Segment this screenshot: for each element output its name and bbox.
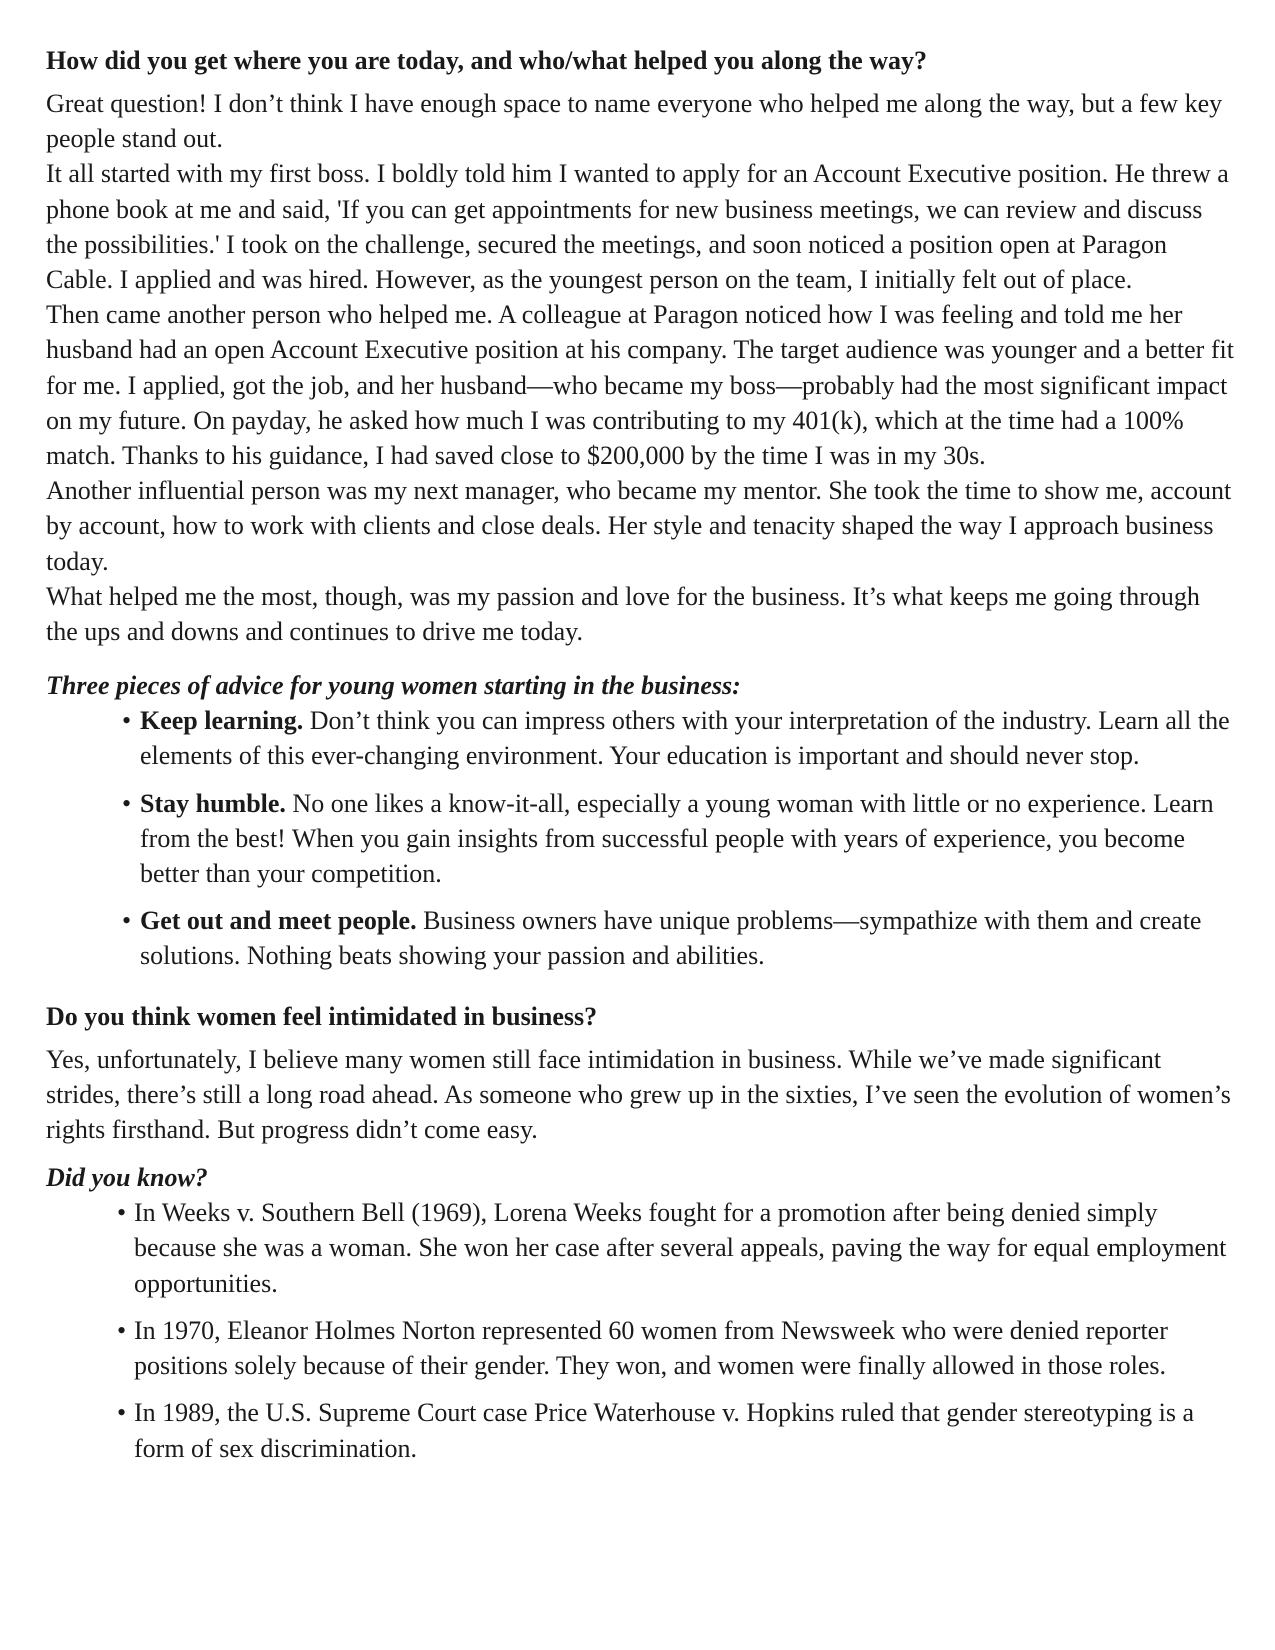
paragraph: Another influential person was my next manager, who became my mentor. She took the time to show me, account by account, how to work with clients and close deals. Her style and tenacity shaped the way I approach business today. bbox=[46, 476, 1232, 576]
advice-text: No one likes a know-it-all, especially a young woman with little or no experience. Learn from the best! When you gain insights from successful people with years of experience, you become better than your competition. bbox=[140, 788, 1214, 889]
paragraph: Yes, unfortunately, I believe many women still face intimidation in business. While we’ve made significant strides, there’s still a long road ahead. As someone who grew up in the sixties, I’ve seen the evolution of women’s rights firsthand. But progress didn’t come easy. bbox=[46, 1044, 1231, 1145]
did-you-know-heading: Did you know? bbox=[46, 1163, 208, 1193]
advice-heading: Three pieces of advice for young women starting in the business: bbox=[46, 671, 741, 701]
bullet-icon: • bbox=[117, 1315, 127, 1345]
bullet-icon: • bbox=[122, 706, 132, 736]
fact-text: In 1970, Eleanor Holmes Norton represented 60 women from Newsweek who were denied reporter positions solely because of their gender. They won, and women were finally allowed in those roles. bbox=[134, 1315, 1168, 1381]
section-heading-how-did-you-get-here: How did you get where you are today, and who/what helped you along the way? bbox=[46, 46, 927, 75]
paragraph: Great question! I don’t think I have enough space to name everyone who helped me along the way, but a few key people stand out. bbox=[46, 89, 1223, 154]
fact-list-item bbox=[46, 1195, 1234, 1301]
bullet-icon: • bbox=[117, 1198, 127, 1228]
bullet-icon: • bbox=[117, 1398, 127, 1428]
spacer bbox=[46, 986, 1234, 1000]
advice-lead: Stay humble. bbox=[140, 788, 286, 818]
fact-list-item bbox=[46, 1313, 1234, 1383]
advice-list bbox=[46, 703, 1234, 973]
bullet-icon: • bbox=[122, 906, 132, 936]
spacer bbox=[46, 1147, 1234, 1161]
bullet-icon: • bbox=[122, 788, 132, 818]
advice-list-item bbox=[46, 903, 1234, 973]
advice-lead: Get out and meet people. bbox=[140, 906, 417, 936]
advice-text: Don’t think you can impress others with your interpretation of the industry. Learn all the elements of this ever-changing environment. Your education is important and should never stop. bbox=[140, 706, 1230, 771]
fact-text: In 1989, the U.S. Supreme Court case Price Waterhouse v. Hopkins ruled that gender stereotyping is a form of sex discrimination. bbox=[134, 1398, 1195, 1463]
spacer bbox=[46, 649, 1234, 669]
paragraph: What helped me the most, though, was my passion and love for the business. It’s what keeps me going through the ups and downs and continues to drive me today. bbox=[46, 581, 1200, 647]
advice-list-item bbox=[46, 786, 1234, 892]
advice-lead: Keep learning. bbox=[140, 706, 304, 736]
fact-text: In Weeks v. Southern Bell (1969), Lorena Weeks fought for a promotion after being denied simply because she was a woman. She won her case after several appeals, paving the way for equal employment opportunities. bbox=[134, 1198, 1227, 1298]
section-heading-intimidated: Do you think women feel intimidated in business? bbox=[46, 1001, 598, 1031]
paragraph: Then came another person who helped me. A colleague at Paragon noticed how I was feeling and told me her husband had an open Account Executive position at his company. The target audience was younger and a better fit for me. I applied, got the job, and her husband—who became my boss—probably had the most significant impact on my future. On payday, he asked how much I was contributing to my 401(k), which at the time had a 100% match. Thanks to his guidance, I had saved close to $200,000 by the time I was in my 30s. bbox=[46, 300, 1234, 471]
document-page bbox=[46, 44, 1234, 1478]
fact-list-item bbox=[46, 1395, 1234, 1465]
facts-list bbox=[46, 1195, 1234, 1465]
paragraph: It all started with my first boss. I boldly told him I wanted to apply for an Account Executive position. He threw a phone book at me and said, 'If you can get appointments for new business meetings, we can review and discuss the possibilities.' I took on the challenge, secured the meetings, and soon noticed a position open at Paragon Cable. I applied and was hired. However, as the youngest person on the team, I initially felt out of place. bbox=[46, 159, 1229, 295]
advice-list-item bbox=[46, 703, 1234, 773]
advice-text: Business owners have unique problems—sympathize with them and create solutions. Nothing beats showing your passion and abilities. bbox=[140, 906, 1202, 971]
